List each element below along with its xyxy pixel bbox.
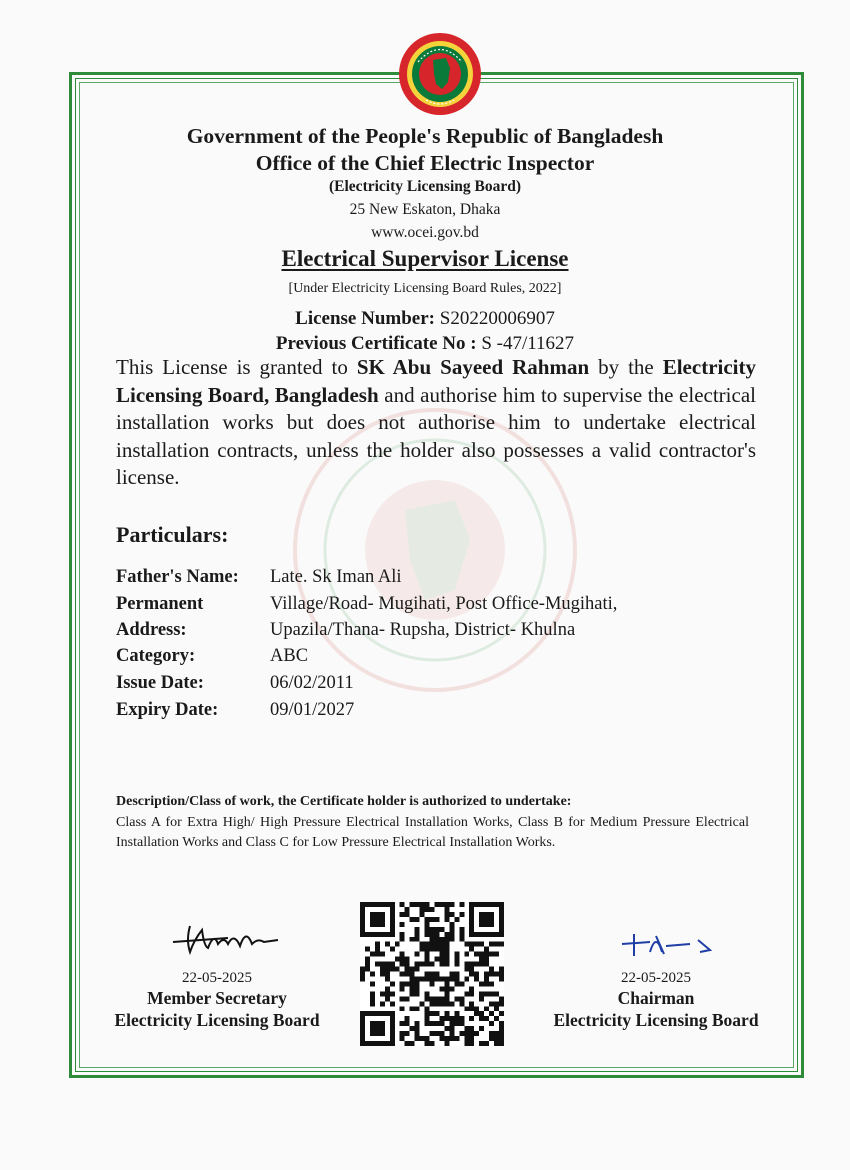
expiry-date-label: Expiry Date: <box>116 700 219 720</box>
license-number-line <box>0 308 850 330</box>
government-seal-icon <box>398 32 482 116</box>
member-secretary-date: 22-05-2025 <box>182 970 252 986</box>
father-name-label: Father's Name: <box>116 567 239 587</box>
license-statement: This License is granted to SK Abu Sayeed Rahman by the Electricity Licensing Board, Bangladesh and authorise him to supervise the electrical installation works but does not authorise him to undertake electrical installation contracts, unless the holder also possesses a valid contractor's license. <box>116 355 756 489</box>
member-secretary-signature-icon <box>168 918 283 958</box>
chairman-signature-icon <box>620 928 720 960</box>
description-text: Class A for Extra High/ High Pressure Electrical Installation Works, Class B for Medium Pressure Electrical Installation Works and Class C for Low Pressure Electrical Installation Works. <box>116 815 749 850</box>
website-link[interactable]: www.ocei.gov.bd <box>371 224 479 241</box>
previous-certificate-line <box>0 333 850 355</box>
chairman-org: Electricity Licensing Board <box>553 1010 759 1030</box>
license-number-value: S20220006907 <box>439 308 555 329</box>
qr-code-icon[interactable] <box>360 902 504 1046</box>
member-secretary-block <box>97 970 337 1031</box>
chairman-block <box>536 970 776 1031</box>
issue-date-value: 06/02/2011 <box>270 673 354 693</box>
expiry-date-value: 09/01/2027 <box>270 700 355 720</box>
address-line-2: Upazila/Thana- Rupsha, District- Khulna <box>270 620 576 640</box>
address-label: Permanent <box>116 594 204 614</box>
document-title: Electrical Supervisor License <box>281 246 569 271</box>
board-heading: (Electricity Licensing Board) <box>329 178 521 195</box>
office-heading: Office of the Chief Electric Inspector <box>255 151 595 175</box>
previous-certificate-label: Previous Certificate No : <box>275 333 477 354</box>
description-heading: Description/Class of work, the Certificate holder is authorized to undertake: <box>116 794 572 809</box>
address-line-1: Village/Road- Mugihati, Post Office-Mugihati, <box>270 594 618 614</box>
rules-reference: [Under Electricity Licensing Board Rules, 2022] <box>288 281 562 296</box>
father-name-value: Late. Sk Iman Ali <box>270 567 402 587</box>
issue-date-label: Issue Date: <box>116 673 204 693</box>
government-heading: Government of the People's Republic of Bangladesh <box>186 124 664 148</box>
holder-name: SK Abu Sayeed Rahman <box>356 355 590 379</box>
board-name: Electricity Licensing Board, Bangladesh <box>116 355 756 407</box>
particulars-heading: Particulars: <box>116 522 229 547</box>
office-address: 25 New Eskaton, Dhaka <box>349 201 501 218</box>
address-label-2: Address: <box>116 620 187 640</box>
category-value: ABC <box>270 646 309 666</box>
member-secretary-org: Electricity Licensing Board <box>114 1010 320 1030</box>
member-secretary-title: Member Secretary <box>147 988 287 1008</box>
previous-certificate-value: S -47/11627 <box>481 333 575 354</box>
chairman-date: 22-05-2025 <box>621 970 691 986</box>
license-number-label: License Number: <box>295 308 435 329</box>
category-label: Category: <box>116 646 196 666</box>
chairman-title: Chairman <box>617 988 695 1008</box>
